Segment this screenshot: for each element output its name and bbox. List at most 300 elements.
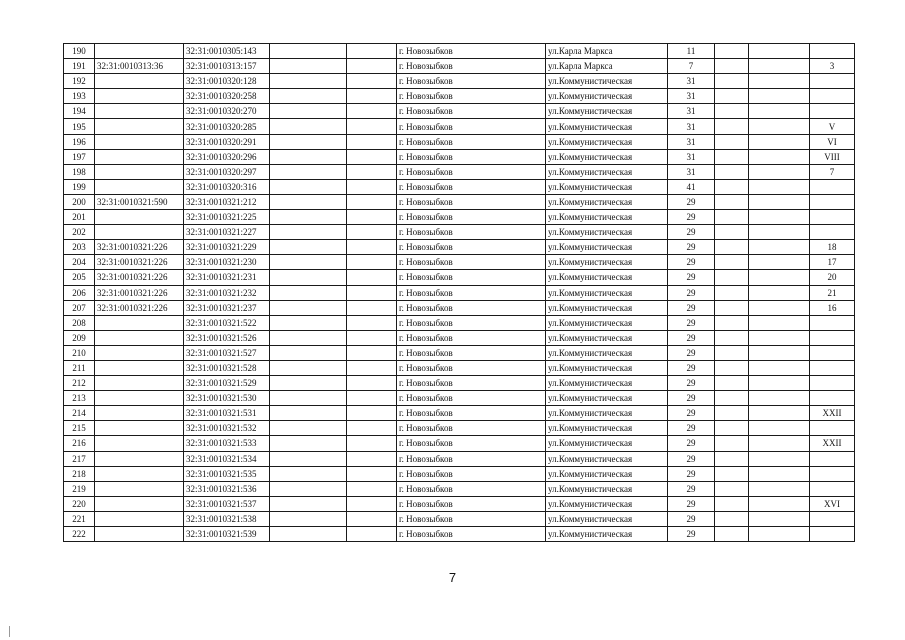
- empty-cell: [749, 360, 810, 375]
- scan-artifact: [9, 626, 10, 637]
- street-cell: ул.Коммунистическая: [546, 496, 668, 511]
- table-row: [64, 345, 855, 360]
- table-row: [64, 376, 855, 391]
- source-cadastral-cell: [95, 496, 184, 511]
- source-cadastral-cell: [95, 210, 184, 225]
- empty-cell: [270, 225, 347, 240]
- table-row: [64, 511, 855, 526]
- empty-cell: [749, 421, 810, 436]
- house-number-cell: 31: [668, 149, 715, 164]
- empty-cell: [749, 496, 810, 511]
- city-cell: г. Новозыбков: [397, 481, 546, 496]
- street-cell: ул.Коммунистическая: [546, 179, 668, 194]
- empty-cell: [749, 104, 810, 119]
- row-number-cell: 209: [64, 330, 95, 345]
- table-row: [64, 44, 855, 59]
- row-number-cell: 202: [64, 225, 95, 240]
- table-row: [64, 527, 855, 542]
- source-cadastral-cell: [95, 527, 184, 542]
- cadastral-number-cell: 32:31:0010321:535: [184, 466, 270, 481]
- source-cadastral-cell: [95, 119, 184, 134]
- row-number-cell: 220: [64, 496, 95, 511]
- apartment-cell: XXII: [810, 436, 855, 451]
- cadastral-number-cell: 32:31:0010305:143: [184, 44, 270, 59]
- street-cell: ул.Коммунистическая: [546, 164, 668, 179]
- cadastral-number-cell: 32:31:0010320:128: [184, 74, 270, 89]
- city-cell: г. Новозыбков: [397, 179, 546, 194]
- house-number-cell: 29: [668, 345, 715, 360]
- street-cell: ул.Коммунистическая: [546, 225, 668, 240]
- cadastral-number-cell: 32:31:0010321:539: [184, 527, 270, 542]
- row-number-cell: 192: [64, 74, 95, 89]
- empty-cell: [270, 496, 347, 511]
- empty-cell: [749, 406, 810, 421]
- empty-cell: [270, 300, 347, 315]
- empty-cell: [270, 104, 347, 119]
- empty-cell: [715, 270, 749, 285]
- empty-cell: [347, 527, 397, 542]
- apartment-cell: 16: [810, 300, 855, 315]
- street-cell: ул.Коммунистическая: [546, 436, 668, 451]
- cadastral-number-cell: 32:31:0010320:285: [184, 119, 270, 134]
- table-row: [64, 481, 855, 496]
- empty-cell: [347, 89, 397, 104]
- row-number-cell: 211: [64, 360, 95, 375]
- empty-cell: [749, 481, 810, 496]
- source-cadastral-cell: [95, 406, 184, 421]
- empty-cell: [270, 255, 347, 270]
- empty-cell: [715, 511, 749, 526]
- empty-cell: [270, 134, 347, 149]
- cadastral-number-cell: 32:31:0010321:532: [184, 421, 270, 436]
- empty-cell: [749, 225, 810, 240]
- apartment-cell: [810, 210, 855, 225]
- source-cadastral-cell: [95, 466, 184, 481]
- street-cell: ул.Коммунистическая: [546, 481, 668, 496]
- source-cadastral-cell: 32:31:0010313:36: [95, 59, 184, 74]
- house-number-cell: 29: [668, 511, 715, 526]
- row-number-cell: 216: [64, 436, 95, 451]
- city-cell: г. Новозыбков: [397, 74, 546, 89]
- house-number-cell: 29: [668, 210, 715, 225]
- cadastral-number-cell: 32:31:0010321:237: [184, 300, 270, 315]
- empty-cell: [347, 134, 397, 149]
- house-number-cell: 29: [668, 255, 715, 270]
- house-number-cell: 29: [668, 285, 715, 300]
- empty-cell: [715, 421, 749, 436]
- apartment-cell: 7: [810, 164, 855, 179]
- empty-cell: [715, 345, 749, 360]
- apartment-cell: VIII: [810, 149, 855, 164]
- street-cell: ул.Коммунистическая: [546, 360, 668, 375]
- house-number-cell: 29: [668, 451, 715, 466]
- empty-cell: [715, 527, 749, 542]
- city-cell: г. Новозыбков: [397, 527, 546, 542]
- city-cell: г. Новозыбков: [397, 164, 546, 179]
- row-number-cell: 191: [64, 59, 95, 74]
- table-row: [64, 59, 855, 74]
- table-row: [64, 406, 855, 421]
- empty-cell: [270, 406, 347, 421]
- source-cadastral-cell: [95, 376, 184, 391]
- street-cell: ул.Коммунистическая: [546, 270, 668, 285]
- row-number-cell: 215: [64, 421, 95, 436]
- cadastral-number-cell: 32:31:0010321:526: [184, 330, 270, 345]
- empty-cell: [749, 330, 810, 345]
- cadastral-number-cell: 32:31:0010321:225: [184, 210, 270, 225]
- source-cadastral-cell: [95, 481, 184, 496]
- house-number-cell: 29: [668, 421, 715, 436]
- cadastral-number-cell: 32:31:0010321:534: [184, 451, 270, 466]
- cadastral-number-cell: 32:31:0010320:291: [184, 134, 270, 149]
- apartment-cell: V: [810, 119, 855, 134]
- page-number: 7: [448, 570, 457, 585]
- cadastral-number-cell: 32:31:0010321:212: [184, 194, 270, 209]
- source-cadastral-cell: 32:31:0010321:226: [95, 255, 184, 270]
- empty-cell: [749, 44, 810, 59]
- row-number-cell: 204: [64, 255, 95, 270]
- row-number-cell: 193: [64, 89, 95, 104]
- empty-cell: [715, 104, 749, 119]
- table-row: [64, 164, 855, 179]
- table-row: [64, 179, 855, 194]
- apartment-cell: [810, 360, 855, 375]
- empty-cell: [270, 149, 347, 164]
- cadastral-number-cell: 32:31:0010313:157: [184, 59, 270, 74]
- source-cadastral-cell: [95, 104, 184, 119]
- table-row: [64, 285, 855, 300]
- empty-cell: [347, 240, 397, 255]
- city-cell: г. Новозыбков: [397, 300, 546, 315]
- empty-cell: [715, 59, 749, 74]
- empty-cell: [715, 44, 749, 59]
- table-row: [64, 496, 855, 511]
- empty-cell: [715, 300, 749, 315]
- empty-cell: [749, 255, 810, 270]
- source-cadastral-cell: 32:31:0010321:590: [95, 194, 184, 209]
- house-number-cell: 29: [668, 300, 715, 315]
- row-number-cell: 208: [64, 315, 95, 330]
- table-row: [64, 421, 855, 436]
- empty-cell: [270, 74, 347, 89]
- empty-cell: [347, 330, 397, 345]
- street-cell: ул.Карла Маркса: [546, 44, 668, 59]
- empty-cell: [715, 240, 749, 255]
- apartment-cell: [810, 451, 855, 466]
- house-number-cell: 29: [668, 391, 715, 406]
- empty-cell: [347, 194, 397, 209]
- empty-cell: [270, 44, 347, 59]
- cadastral-number-cell: 32:31:0010320:296: [184, 149, 270, 164]
- empty-cell: [715, 376, 749, 391]
- cadastral-number-cell: 32:31:0010321:529: [184, 376, 270, 391]
- empty-cell: [749, 466, 810, 481]
- apartment-cell: [810, 225, 855, 240]
- row-number-cell: 200: [64, 194, 95, 209]
- empty-cell: [347, 451, 397, 466]
- city-cell: г. Новозыбков: [397, 270, 546, 285]
- street-cell: ул.Коммунистическая: [546, 104, 668, 119]
- empty-cell: [715, 481, 749, 496]
- source-cadastral-cell: [95, 44, 184, 59]
- cadastral-number-cell: 32:31:0010321:229: [184, 240, 270, 255]
- row-number-cell: 210: [64, 345, 95, 360]
- empty-cell: [347, 436, 397, 451]
- table-row: [64, 360, 855, 375]
- empty-cell: [715, 436, 749, 451]
- city-cell: г. Новозыбков: [397, 345, 546, 360]
- house-number-cell: 29: [668, 315, 715, 330]
- apartment-cell: [810, 104, 855, 119]
- empty-cell: [749, 511, 810, 526]
- row-number-cell: 190: [64, 44, 95, 59]
- house-number-cell: 7: [668, 59, 715, 74]
- row-number-cell: 219: [64, 481, 95, 496]
- source-cadastral-cell: [95, 89, 184, 104]
- empty-cell: [347, 270, 397, 285]
- empty-cell: [270, 511, 347, 526]
- house-number-cell: 29: [668, 436, 715, 451]
- empty-cell: [715, 466, 749, 481]
- empty-cell: [715, 134, 749, 149]
- row-number-cell: 212: [64, 376, 95, 391]
- city-cell: г. Новозыбков: [397, 134, 546, 149]
- street-cell: ул.Коммунистическая: [546, 376, 668, 391]
- house-number-cell: 41: [668, 179, 715, 194]
- city-cell: г. Новозыбков: [397, 451, 546, 466]
- source-cadastral-cell: 32:31:0010321:226: [95, 240, 184, 255]
- street-cell: ул.Коммунистическая: [546, 210, 668, 225]
- empty-cell: [749, 89, 810, 104]
- empty-cell: [347, 74, 397, 89]
- cadastral-number-cell: 32:31:0010321:536: [184, 481, 270, 496]
- street-cell: ул.Коммунистическая: [546, 511, 668, 526]
- empty-cell: [270, 315, 347, 330]
- city-cell: г. Новозыбков: [397, 119, 546, 134]
- empty-cell: [270, 194, 347, 209]
- empty-cell: [715, 451, 749, 466]
- empty-cell: [715, 119, 749, 134]
- city-cell: г. Новозыбков: [397, 225, 546, 240]
- city-cell: г. Новозыбков: [397, 194, 546, 209]
- street-cell: ул.Коммунистическая: [546, 149, 668, 164]
- empty-cell: [715, 194, 749, 209]
- table-row: [64, 270, 855, 285]
- city-cell: г. Новозыбков: [397, 59, 546, 74]
- row-number-cell: 194: [64, 104, 95, 119]
- apartment-cell: XVI: [810, 496, 855, 511]
- street-cell: ул.Коммунистическая: [546, 119, 668, 134]
- empty-cell: [749, 300, 810, 315]
- empty-cell: [715, 89, 749, 104]
- apartment-cell: [810, 481, 855, 496]
- row-number-cell: 203: [64, 240, 95, 255]
- house-number-cell: 31: [668, 104, 715, 119]
- row-number-cell: 218: [64, 466, 95, 481]
- apartment-cell: 21: [810, 285, 855, 300]
- empty-cell: [715, 496, 749, 511]
- street-cell: ул.Коммунистическая: [546, 89, 668, 104]
- empty-cell: [347, 421, 397, 436]
- row-number-cell: 198: [64, 164, 95, 179]
- empty-cell: [270, 345, 347, 360]
- city-cell: г. Новозыбков: [397, 104, 546, 119]
- street-cell: ул.Коммунистическая: [546, 451, 668, 466]
- city-cell: г. Новозыбков: [397, 376, 546, 391]
- empty-cell: [749, 527, 810, 542]
- empty-cell: [749, 436, 810, 451]
- row-number-cell: 201: [64, 210, 95, 225]
- table-row: [64, 149, 855, 164]
- empty-cell: [347, 360, 397, 375]
- empty-cell: [715, 210, 749, 225]
- source-cadastral-cell: [95, 421, 184, 436]
- source-cadastral-cell: [95, 511, 184, 526]
- empty-cell: [270, 527, 347, 542]
- cadastral-number-cell: 32:31:0010321:231: [184, 270, 270, 285]
- house-number-cell: 29: [668, 527, 715, 542]
- table-row: [64, 330, 855, 345]
- empty-cell: [715, 164, 749, 179]
- source-cadastral-cell: [95, 330, 184, 345]
- street-cell: ул.Коммунистическая: [546, 315, 668, 330]
- city-cell: г. Новозыбков: [397, 360, 546, 375]
- empty-cell: [347, 376, 397, 391]
- empty-cell: [715, 179, 749, 194]
- apartment-cell: [810, 527, 855, 542]
- source-cadastral-cell: 32:31:0010321:226: [95, 270, 184, 285]
- empty-cell: [715, 315, 749, 330]
- row-number-cell: 195: [64, 119, 95, 134]
- empty-cell: [270, 376, 347, 391]
- row-number-cell: 205: [64, 270, 95, 285]
- empty-cell: [347, 391, 397, 406]
- table-row: [64, 194, 855, 209]
- empty-cell: [347, 59, 397, 74]
- empty-cell: [749, 315, 810, 330]
- table-row: [64, 466, 855, 481]
- empty-cell: [270, 451, 347, 466]
- register-table-body: [64, 44, 855, 542]
- source-cadastral-cell: [95, 451, 184, 466]
- apartment-cell: [810, 89, 855, 104]
- street-cell: ул.Коммунистическая: [546, 300, 668, 315]
- city-cell: г. Новозыбков: [397, 436, 546, 451]
- empty-cell: [347, 164, 397, 179]
- street-cell: ул.Коммунистическая: [546, 391, 668, 406]
- cadastral-number-cell: 32:31:0010321:533: [184, 436, 270, 451]
- table-row: [64, 391, 855, 406]
- house-number-cell: 29: [668, 466, 715, 481]
- source-cadastral-cell: [95, 225, 184, 240]
- city-cell: г. Новозыбков: [397, 149, 546, 164]
- empty-cell: [749, 134, 810, 149]
- table-row: [64, 451, 855, 466]
- table-row: [64, 74, 855, 89]
- apartment-cell: [810, 315, 855, 330]
- cadastral-number-cell: 32:31:0010320:258: [184, 89, 270, 104]
- empty-cell: [270, 119, 347, 134]
- apartment-cell: [810, 511, 855, 526]
- street-cell: ул.Коммунистическая: [546, 527, 668, 542]
- cadastral-number-cell: 32:31:0010321:522: [184, 315, 270, 330]
- row-number-cell: 206: [64, 285, 95, 300]
- city-cell: г. Новозыбков: [397, 89, 546, 104]
- empty-cell: [270, 285, 347, 300]
- apartment-cell: 17: [810, 255, 855, 270]
- house-number-cell: 29: [668, 481, 715, 496]
- empty-cell: [715, 149, 749, 164]
- empty-cell: [749, 345, 810, 360]
- empty-cell: [270, 391, 347, 406]
- row-number-cell: 207: [64, 300, 95, 315]
- empty-cell: [270, 59, 347, 74]
- city-cell: г. Новозыбков: [397, 511, 546, 526]
- empty-cell: [270, 89, 347, 104]
- empty-cell: [270, 164, 347, 179]
- source-cadastral-cell: 32:31:0010321:226: [95, 285, 184, 300]
- empty-cell: [749, 194, 810, 209]
- cadastral-number-cell: 32:31:0010321:530: [184, 391, 270, 406]
- apartment-cell: XXII: [810, 406, 855, 421]
- empty-cell: [749, 451, 810, 466]
- empty-cell: [749, 210, 810, 225]
- register-table: [63, 43, 855, 542]
- house-number-cell: 11: [668, 44, 715, 59]
- house-number-cell: 29: [668, 270, 715, 285]
- empty-cell: [347, 44, 397, 59]
- empty-cell: [749, 240, 810, 255]
- city-cell: г. Новозыбков: [397, 285, 546, 300]
- empty-cell: [347, 315, 397, 330]
- house-number-cell: 31: [668, 89, 715, 104]
- empty-cell: [270, 436, 347, 451]
- apartment-cell: VI: [810, 134, 855, 149]
- street-cell: ул.Коммунистическая: [546, 194, 668, 209]
- cadastral-number-cell: 32:31:0010320:316: [184, 179, 270, 194]
- row-number-cell: 222: [64, 527, 95, 542]
- apartment-cell: [810, 74, 855, 89]
- table-row: [64, 225, 855, 240]
- table-row: [64, 255, 855, 270]
- street-cell: ул.Коммунистическая: [546, 240, 668, 255]
- empty-cell: [749, 74, 810, 89]
- source-cadastral-cell: [95, 134, 184, 149]
- empty-cell: [715, 360, 749, 375]
- cadastral-number-cell: 32:31:0010321:227: [184, 225, 270, 240]
- house-number-cell: 31: [668, 119, 715, 134]
- city-cell: г. Новозыбков: [397, 255, 546, 270]
- table-row: [64, 104, 855, 119]
- empty-cell: [270, 421, 347, 436]
- house-number-cell: 29: [668, 496, 715, 511]
- house-number-cell: 29: [668, 194, 715, 209]
- empty-cell: [347, 481, 397, 496]
- empty-cell: [270, 466, 347, 481]
- apartment-cell: 3: [810, 59, 855, 74]
- empty-cell: [347, 255, 397, 270]
- house-number-cell: 29: [668, 225, 715, 240]
- empty-cell: [270, 360, 347, 375]
- table-row: [64, 300, 855, 315]
- empty-cell: [347, 466, 397, 481]
- city-cell: г. Новозыбков: [397, 391, 546, 406]
- empty-cell: [749, 285, 810, 300]
- empty-cell: [749, 376, 810, 391]
- cadastral-number-cell: 32:31:0010321:538: [184, 511, 270, 526]
- row-number-cell: 199: [64, 179, 95, 194]
- table-row: [64, 89, 855, 104]
